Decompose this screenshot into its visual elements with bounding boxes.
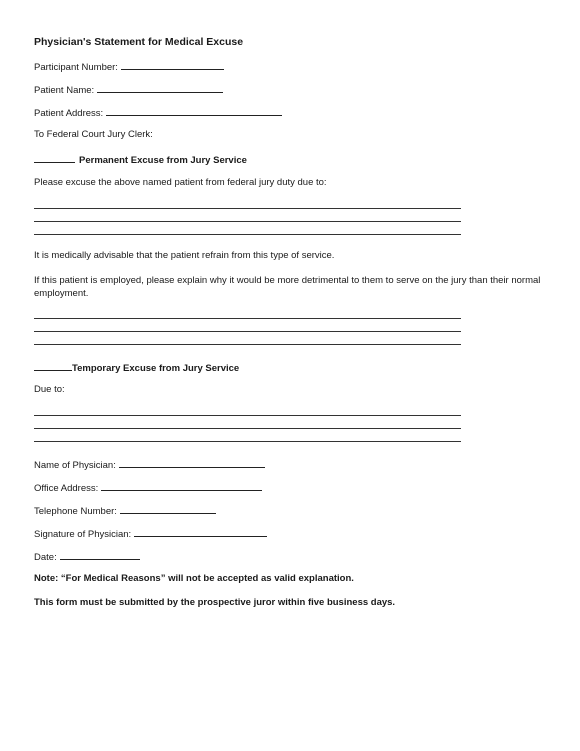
temporary-reason-line-1[interactable] bbox=[34, 415, 461, 416]
permanent-reason-line-2[interactable] bbox=[34, 221, 461, 222]
due-to-label: Due to: bbox=[34, 384, 65, 395]
physician-name-label: Name of Physician: bbox=[34, 460, 116, 471]
temporary-excuse-check-field[interactable] bbox=[34, 361, 72, 371]
permanent-reason-line-1[interactable] bbox=[34, 208, 461, 209]
physician-name-row bbox=[34, 458, 265, 471]
permanent-excuse-text: Please excuse the above named patient from federal jury duty due to: bbox=[34, 177, 327, 188]
telephone-label: Telephone Number: bbox=[34, 506, 117, 517]
participant-number-label: Participant Number: bbox=[34, 62, 118, 73]
form-title: Physician's Statement for Medical Excuse bbox=[34, 36, 244, 48]
employment-reason-line-3[interactable] bbox=[34, 344, 461, 345]
office-address-row bbox=[34, 481, 262, 494]
patient-name-label: Patient Name: bbox=[34, 85, 95, 96]
telephone-field[interactable] bbox=[120, 504, 216, 514]
patient-address-label: Patient Address: bbox=[34, 108, 104, 119]
permanent-excuse-check-field[interactable] bbox=[34, 153, 75, 163]
note-text: Note: “For Medical Reasons” will not be accepted as valid explanation. bbox=[34, 573, 354, 584]
office-address-label: Office Address: bbox=[34, 483, 99, 494]
patient-address-field[interactable] bbox=[106, 106, 282, 116]
patient-name-row bbox=[34, 83, 223, 96]
patient-name-field[interactable] bbox=[97, 83, 223, 93]
permanent-excuse-row bbox=[34, 153, 247, 166]
date-row bbox=[34, 550, 140, 563]
to-clerk-text: To Federal Court Jury Clerk: bbox=[34, 129, 153, 140]
employment-reason-line-1[interactable] bbox=[34, 318, 461, 319]
physician-name-field[interactable] bbox=[119, 458, 265, 468]
signature-label: Signature of Physician: bbox=[34, 529, 132, 540]
patient-address-row bbox=[34, 106, 282, 119]
temporary-reason-line-3[interactable] bbox=[34, 441, 461, 442]
participant-number-field[interactable] bbox=[121, 60, 224, 70]
signature-field[interactable] bbox=[134, 527, 267, 537]
temporary-excuse-row bbox=[34, 361, 239, 374]
employment-reason-line-2[interactable] bbox=[34, 331, 461, 332]
office-address-field[interactable] bbox=[101, 481, 262, 491]
participant-number-row bbox=[34, 60, 224, 73]
employed-text: If this patient is employed, please explain why it would be more detrimental to them to serve on the jury than their normal employment. bbox=[34, 275, 541, 299]
temporary-reason-line-2[interactable] bbox=[34, 428, 461, 429]
submit-deadline-text: This form must be submitted by the prospective juror within five business days. bbox=[34, 597, 396, 608]
permanent-reason-line-3[interactable] bbox=[34, 234, 461, 235]
advisable-text: It is medically advisable that the patient refrain from this type of service. bbox=[34, 250, 335, 261]
signature-row bbox=[34, 527, 267, 540]
telephone-row bbox=[34, 504, 216, 517]
temporary-excuse-heading: Temporary Excuse from Jury Service bbox=[72, 363, 240, 374]
date-field[interactable] bbox=[60, 550, 140, 560]
permanent-excuse-heading: Permanent Excuse from Jury Service bbox=[79, 155, 247, 166]
date-label: Date: bbox=[34, 552, 57, 563]
